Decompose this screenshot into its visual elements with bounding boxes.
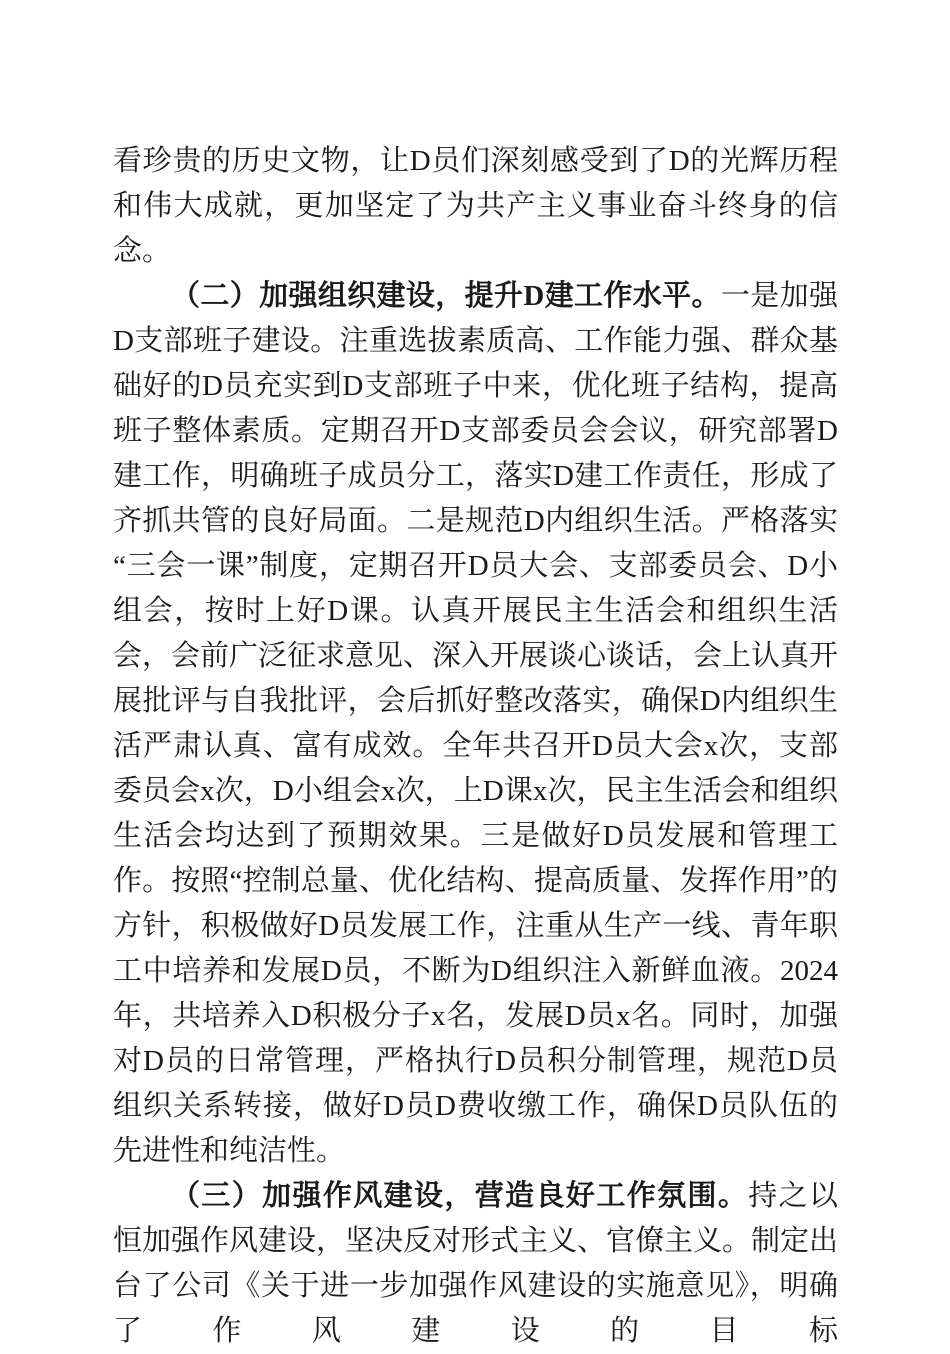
section-heading: （二）加强组织建设，提升D建工作水平。	[171, 280, 721, 312]
paragraph-text: 看珍贵的历史文物，让D员们深刻感受到了D的光辉历程和伟大成就，更加坚定了为共产主义事业奋斗终身的信念。	[113, 145, 838, 267]
paragraph-section-2	[113, 274, 838, 1174]
paragraph-text: 持之以恒加强作风建设，坚决反对形式主义、官僚主义。制定出台了公司《关于进一步加强作风建设的实施意见》，明确了作风建设的目标	[113, 1180, 839, 1347]
paragraph-section-3	[113, 1174, 838, 1354]
paragraph-text: 一是加强D支部班子建设。注重选拔素质高、工作能力强、群众基础好的D员充实到D支部班子中来，优化班子结构，提高班子整体素质。定期召开D支部委员会会议，研究部署D建工作，明确班子成员分工，落实D建工作责任，形成了齐抓共管的良好局面。二是规范D内组织生活。严格落实“三会一课”制度，定期召开D员大会、支部委员会、D小组会，按时上好D课。认真开展民主生活会和组织生活会，会前广泛征求意见、深入开展谈心谈话，会上认真开展批评与自我批评，会后抓好整改落实，确保D内组织生活严肃认真、富有成效。全年共召开D员大会x次，支部委员会x次，D小组会x次，上D课x次，民主生活会和组织生活会均达到了预期效果。三是做好D员发展和管理工作。按照“控制总量、优化结构、提高质量、发挥作用”的方针，积极做好D员发展工作，注重从生产一线、青年职工中培养和发展D员，不断为D组织注入新鲜血液。2024年，共培养入D积极分子x名，发展D员x名。同时，加强对D员的日常管理，严格执行D员积分制管理，规范D员组织关系转接，做好D员D费收缴工作，确保D员队伍的先进性和纯洁性。	[113, 280, 839, 1167]
section-heading: （三）加强作风建设，营造良好工作氛围。	[171, 1180, 749, 1212]
paragraph-continuation	[113, 139, 838, 274]
